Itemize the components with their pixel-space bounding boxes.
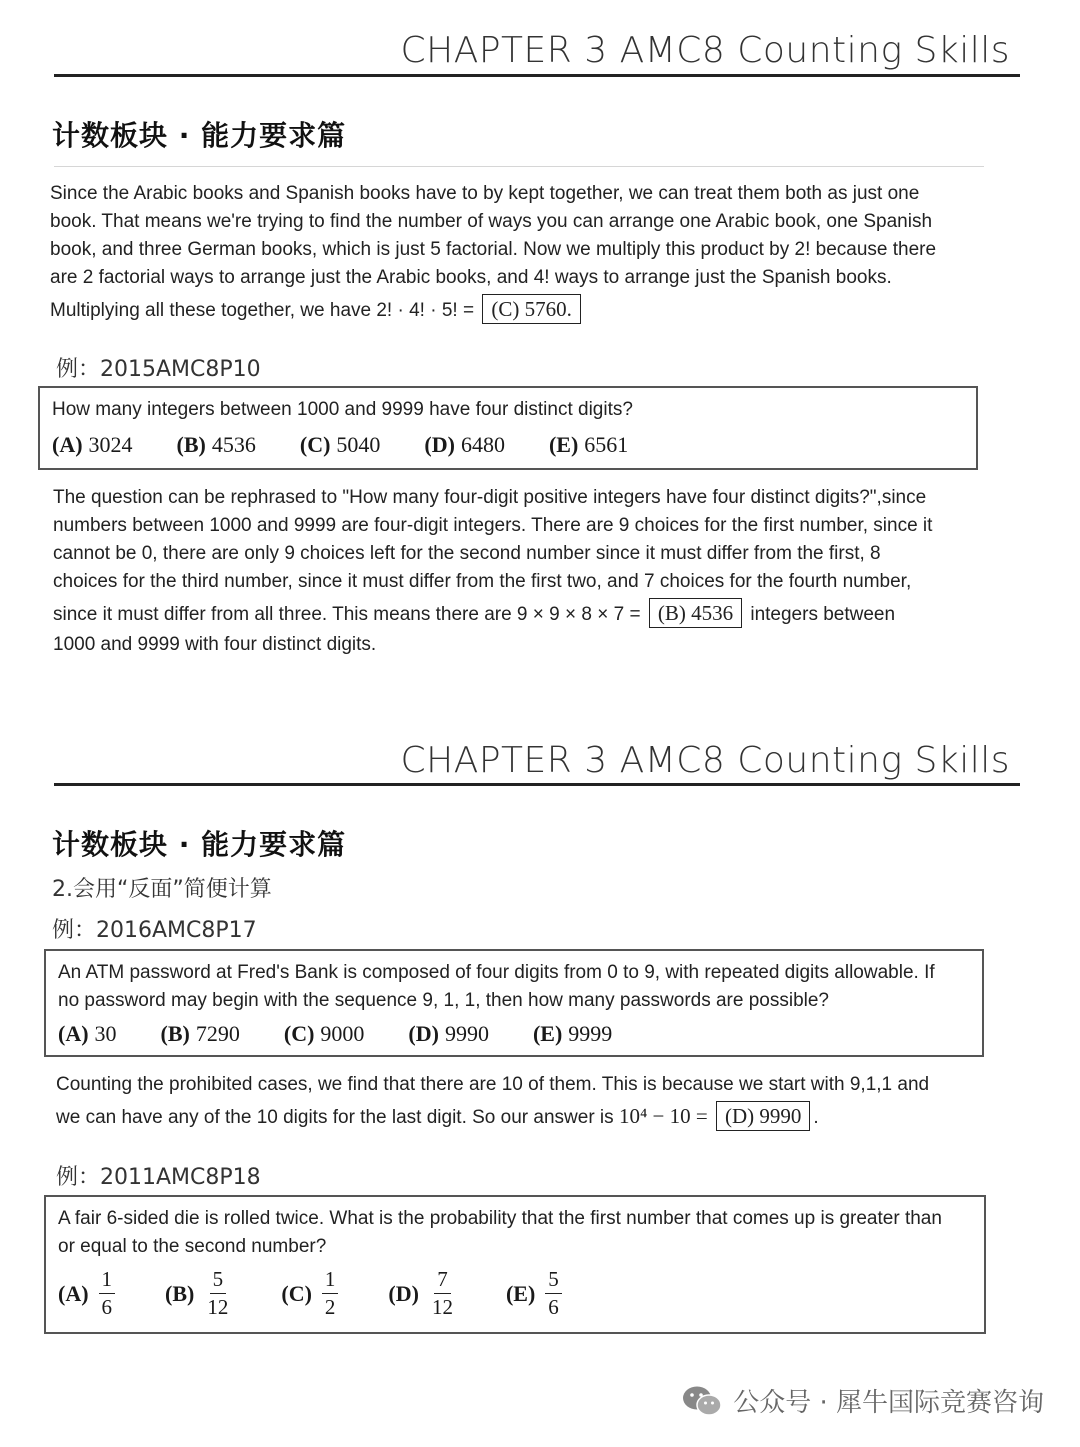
example-solution	[56, 1071, 996, 1132]
previous-solution	[50, 180, 990, 325]
wechat-icon	[681, 1384, 723, 1418]
watermark-text: 公众号 · 犀牛国际竞赛咨询	[733, 1388, 1044, 1418]
header-rule	[54, 783, 1020, 786]
solution-line: book. That means we're trying to find the number of ways you can arrange one Arabic book, one Spanish	[50, 211, 933, 232]
answer-choices	[52, 432, 964, 458]
question-text: How many integers between 1000 and 9999 have four distinct digits?	[52, 399, 633, 420]
boxed-answer: (B) 4536	[649, 598, 742, 628]
section-title: 计数板块 · 能力要求篇	[52, 119, 347, 152]
solution-line: are 2 factorial ways to arrange just the Arabic books, and 4! ways to arrange just the Spanish books.	[50, 267, 892, 288]
solution-math: 10⁴ − 10 =	[618, 1104, 708, 1128]
choice-d: (D) 6480	[424, 432, 505, 457]
choice-a: (A) 3024	[52, 432, 133, 457]
example-solution	[53, 484, 993, 659]
solution-line: Since the Arabic books and Spanish books have to by kept together, we can treat them both as just one	[50, 183, 920, 204]
choice-c: (C) $\frac{1}{2}$	[281, 1269, 338, 1318]
example-label: 例：2016AMC8P17	[52, 918, 257, 943]
answer-choices	[58, 1021, 970, 1047]
choice-a: (A) 30	[58, 1021, 117, 1046]
section-title: 计数板块 · 能力要求篇	[52, 828, 347, 861]
choice-e: (E) $\frac{5}{6}$	[506, 1269, 562, 1318]
question-text: or equal to the second number?	[58, 1236, 327, 1257]
example-label: 例：2011AMC8P18	[56, 1165, 261, 1190]
chapter-header: CHAPTER 3 AMC8 Counting Skills	[400, 740, 1010, 781]
solution-line: book, and three German books, which is just 5 factorial. Now we multiply this product by 2! because there	[50, 239, 937, 260]
question-box	[44, 949, 984, 1057]
watermark	[681, 1382, 1044, 1419]
subsection-title: 2.会用“反面”简便计算	[52, 877, 272, 902]
solution-line: cannot be 0, there are only 9 choices left for the second number since it must differ from the first, 8	[53, 543, 881, 564]
solution-final-line	[50, 294, 990, 325]
choice-b: (B) 7290	[160, 1021, 240, 1046]
solution-line: choices for the third number, since it must differ from the first two, and 7 choices for the fourth number,	[53, 571, 912, 592]
solution-line: 1000 and 9999 with four distinct digits.	[53, 634, 377, 655]
solution-answer-line	[53, 598, 993, 629]
solution-text: Multiplying all these together, we have 2! · 4! · 5! =	[50, 300, 475, 321]
chapter-header: CHAPTER 3 AMC8 Counting Skills	[400, 30, 1010, 71]
choice-d: (D) 9990	[408, 1021, 489, 1046]
choice-c: (C) 5040	[299, 432, 381, 457]
choice-a: (A) $\frac{1}{6}$	[58, 1269, 115, 1318]
answer-choices	[58, 1269, 972, 1318]
choice-e: (E) 9999	[532, 1021, 613, 1046]
choice-b: (B) 4536	[176, 432, 256, 457]
solution-text: we can have any of the 10 digits for the last digit. So our answer is	[56, 1107, 614, 1128]
solution-text: integers between	[750, 604, 896, 625]
question-text: A fair 6-sided die is rolled twice. What is the probability that the first number that comes up is greater than	[58, 1208, 942, 1229]
solution-text: .	[813, 1107, 819, 1128]
solution-line: The question can be rephrased to "How many four-digit positive integers have four distinct digits?",since	[53, 487, 927, 508]
boxed-answer: (C) 5760.	[482, 294, 581, 324]
question-text: An ATM password at Fred's Bank is composed of four digits from 0 to 9, with repeated digits allowable. If	[58, 962, 935, 983]
solution-line: Counting the prohibited cases, we find that there are 10 of them. This is because we start with 9,1,1 and	[56, 1074, 930, 1095]
choice-d: (D) $\frac{7}{12}$	[388, 1267, 453, 1319]
boxed-answer: (D) 9990	[716, 1101, 810, 1131]
solution-answer-line	[56, 1101, 996, 1132]
example-label: 例：2015AMC8P10	[56, 357, 261, 382]
solution-line: numbers between 1000 and 9999 are four-digit integers. There are 9 choices for the first number, since it	[53, 515, 933, 536]
section-divider	[54, 166, 984, 167]
header-rule	[54, 74, 1020, 77]
solution-text: since it must differ from all three. This means there are 9 × 9 × 8 × 7 =	[53, 604, 641, 625]
choice-c: (C) 9000	[283, 1021, 365, 1046]
question-box	[38, 386, 978, 470]
question-box	[44, 1195, 986, 1334]
choice-b: (B) $\frac{5}{12}$	[165, 1267, 229, 1319]
question-text: no password may begin with the sequence 9, 1, 1, then how many passwords are possible?	[58, 990, 830, 1011]
choice-e: (E) 6561	[548, 432, 629, 457]
